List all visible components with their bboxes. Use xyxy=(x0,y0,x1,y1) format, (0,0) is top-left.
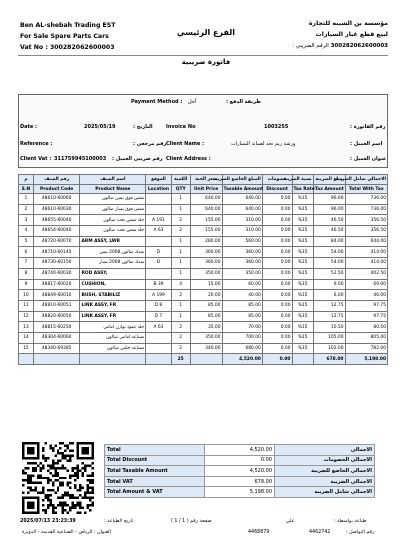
header-ar-cell: اسم الصنف xyxy=(80,175,146,185)
table-row xyxy=(19,290,388,301)
table-cell: %15 xyxy=(292,258,313,269)
client-name-ar: اسم العميل : xyxy=(350,141,383,147)
table-cell: 15.00 xyxy=(190,279,222,290)
header-ar-cell: سعر الحبة xyxy=(190,175,222,185)
table-cell: %15 xyxy=(292,194,313,205)
items-body xyxy=(19,194,388,365)
table-cell: 2 xyxy=(171,343,190,354)
totals-cell: 0.00 xyxy=(262,354,292,365)
summary-value: 5,198.00 xyxy=(205,487,275,498)
table-cell: 644.00 xyxy=(345,236,388,247)
table-cell: 1 xyxy=(171,258,190,269)
table-cell: 2 xyxy=(171,226,190,237)
invoice-page xyxy=(16,0,390,544)
table-cell: 48710-60140 xyxy=(33,247,80,258)
table-cell: 1 xyxy=(171,236,190,247)
summary-value: 678.00 xyxy=(205,476,275,487)
header-ar-cell: الاجمالي شامل الضريبة xyxy=(345,175,388,185)
table-cell: A 191 xyxy=(146,215,171,226)
table-cell: 105.00 xyxy=(313,332,345,343)
totals-cell xyxy=(146,354,171,365)
table-cell: 85.00 xyxy=(222,311,262,322)
client-address-label: Client Address : xyxy=(166,156,211,162)
table-cell: 805.00 xyxy=(345,332,388,343)
table-cell: 2 xyxy=(19,204,34,215)
table-cell: 48817-60020 xyxy=(33,279,80,290)
table-cell: 96.00 xyxy=(313,194,345,205)
table-cell xyxy=(146,204,171,215)
table-cell: 340.00 xyxy=(190,343,222,354)
table-cell: 35.00 xyxy=(190,322,222,333)
table-cell: 9 xyxy=(19,279,34,290)
table-cell: 48810-60051 xyxy=(33,300,80,311)
table-row xyxy=(19,258,388,269)
table-cell: 360.00 xyxy=(222,258,262,269)
table-cell: 782.00 xyxy=(345,343,388,354)
table-cell: 9.00 xyxy=(313,279,345,290)
table-cell: 10 xyxy=(19,290,34,301)
table-cell: 356.50 xyxy=(345,215,388,226)
header-ar-cell: مبلغ الضريبة xyxy=(313,175,345,185)
table-cell: 20.00 xyxy=(190,290,222,301)
table-row xyxy=(19,247,388,258)
table-cell: 48655-60040 xyxy=(33,215,80,226)
table-cell: 48720-60070 xyxy=(33,236,80,247)
table-cell: %15 xyxy=(292,332,313,343)
invoice-no-ar: رقم الفاتورة : xyxy=(350,124,386,130)
invoice-no-value: 1003255 xyxy=(264,124,289,130)
header-divider xyxy=(18,55,388,56)
table-cell: 4 xyxy=(19,226,34,237)
table-cell: CUSHION, xyxy=(80,279,146,290)
totals-cell: 4,520.00 xyxy=(222,354,262,365)
table-cell: 48730-60150 xyxy=(33,258,80,269)
table-cell: 1 xyxy=(171,268,190,279)
summary-value: 4,520.00 xyxy=(205,445,275,456)
table-cell: 5 xyxy=(19,236,34,247)
reference-ar: رقم مرجعي : xyxy=(133,141,167,147)
table-cell: 0.00 xyxy=(262,247,292,258)
table-cell: 48610-60060 xyxy=(33,194,80,205)
table-cell: 356.50 xyxy=(345,226,388,237)
table-cell: 12.75 xyxy=(313,300,345,311)
table-cell: %15 xyxy=(292,268,313,279)
table-cell: %15 xyxy=(292,204,313,215)
table-cell: 102.00 xyxy=(313,343,345,354)
table-cell: D 8 xyxy=(146,300,171,311)
table-cell: 97.75 xyxy=(345,311,388,322)
header-en-cell: Unit Price xyxy=(190,185,222,194)
table-cell: 2 xyxy=(171,215,190,226)
invoice-no-label: Invoice No xyxy=(166,124,196,130)
header-row-ar xyxy=(19,175,388,185)
table-cell: 46.50 xyxy=(313,226,345,237)
table-cell: مساعد امامي صالون xyxy=(80,332,146,343)
table-cell: 8 xyxy=(19,268,34,279)
table-cell: B 39 xyxy=(146,279,171,290)
printed-by-ar: طباعة بواسطة : xyxy=(334,519,367,524)
table-cell xyxy=(146,343,171,354)
table-cell: 0.00 xyxy=(262,279,292,290)
summary-value: 0.00 xyxy=(205,455,275,466)
table-cell: 0.00 xyxy=(262,290,292,301)
table-cell: 402.50 xyxy=(345,268,388,279)
table-cell: 15 xyxy=(19,343,34,354)
table-cell: %15 xyxy=(292,279,313,290)
table-cell: 2 xyxy=(171,290,190,301)
payment-method-label: Payment Method : xyxy=(131,99,183,105)
table-row xyxy=(19,322,388,333)
table-cell: A 63 xyxy=(146,322,171,333)
totals-cell xyxy=(80,354,146,365)
table-cell: 2 xyxy=(171,322,190,333)
qr-code xyxy=(22,442,94,514)
table-cell: جلد مقص تحت صالون xyxy=(80,215,146,226)
table-cell: 6 xyxy=(19,247,34,258)
client-name-label: Client Name : xyxy=(166,141,205,147)
company-name-ar: مؤسسة بن الشيبه للتجارة xyxy=(308,20,388,27)
company-vat-ar-value: 300282062600003 xyxy=(330,43,388,49)
table-row xyxy=(19,268,388,279)
table-cell: 414.00 xyxy=(345,258,388,269)
table-cell: %15 xyxy=(292,290,313,301)
reference-label: Reference : xyxy=(20,141,53,147)
table-cell: 7 xyxy=(19,258,34,269)
table-cell: 0.00 xyxy=(262,268,292,279)
summary-label-en: Total Amount & VAT xyxy=(105,487,205,498)
table-cell: 40.00 xyxy=(222,290,262,301)
summary-label-ar: الاجمالي xyxy=(275,445,375,456)
table-cell: 0.00 xyxy=(262,300,292,311)
payment-method-value: آجل xyxy=(188,99,197,105)
table-cell: %15 xyxy=(292,215,313,226)
branch-name: الفرع الرئيسي xyxy=(177,28,235,37)
summary-table xyxy=(104,444,375,498)
summary-value: 4,520.00 xyxy=(205,466,275,477)
table-cell: ARM ASSY, LWR xyxy=(80,236,146,247)
table-cell: 48610-60030 xyxy=(33,204,80,215)
table-cell: 3 xyxy=(19,215,34,226)
table-cell: 6.00 xyxy=(313,290,345,301)
table-cell: 0.00 xyxy=(262,226,292,237)
table-cell: 680.00 xyxy=(222,343,262,354)
header-en-cell: Product Name xyxy=(80,185,146,194)
company-name-en: Ben AL-shebah Trading EST xyxy=(20,22,116,29)
table-cell: 0.00 xyxy=(262,322,292,333)
company-vat-en: Vat No : 300282062600003 xyxy=(20,44,115,51)
summary-row xyxy=(105,466,375,477)
table-cell: 97.75 xyxy=(345,300,388,311)
table-cell: 360.00 xyxy=(222,247,262,258)
phone-2: 4462742 xyxy=(309,530,331,535)
header-en-cell: Total With Tax xyxy=(345,185,388,194)
table-cell: 10.50 xyxy=(313,322,345,333)
table-cell: 46.50 xyxy=(313,215,345,226)
client-name-value: ورشة ريم نجد لصيانة السيارات xyxy=(231,141,296,147)
table-cell: 360.00 xyxy=(190,247,222,258)
table-cell: 54.00 xyxy=(313,258,345,269)
table-cell: 48815-60250 xyxy=(33,322,80,333)
summary-label-en: Total Taxable Amount xyxy=(105,466,205,477)
table-cell: شداد صالون 2008 يسار xyxy=(80,258,146,269)
table-cell: 640.00 xyxy=(190,204,222,215)
table-cell: 0.00 xyxy=(262,236,292,247)
client-address-ar: عنوان العميل : xyxy=(350,156,387,162)
table-cell: 310.00 xyxy=(222,226,262,237)
header-ar-cell: الموقع xyxy=(146,175,171,185)
table-cell: 640.00 xyxy=(190,194,222,205)
table-cell: 736.00 xyxy=(345,204,388,215)
client-vat-label: Client Vat : xyxy=(20,156,52,162)
table-cell: 85.00 xyxy=(190,300,222,311)
phone-ar: رقم التواصل : xyxy=(346,530,375,535)
date-label: Date : xyxy=(20,124,38,130)
table-cell: 350.00 xyxy=(222,268,262,279)
company-subtitle-ar: لبيع قطع غيار السيارات xyxy=(315,31,388,38)
items-table xyxy=(18,174,388,365)
table-cell: 70.00 xyxy=(222,322,262,333)
invoice-title: فاتورة ضريبية xyxy=(181,58,231,66)
summary-label-ar: الاجمالي الضريبة xyxy=(275,476,375,487)
table-cell: 12 xyxy=(19,311,34,322)
table-cell: 1 xyxy=(19,194,34,205)
table-cell: 640.00 xyxy=(222,194,262,205)
header-ar-cell: المبلغ الخاضع للضريبة xyxy=(222,175,262,185)
table-cell: %15 xyxy=(292,322,313,333)
table-row xyxy=(19,332,388,343)
table-row xyxy=(19,194,388,205)
table-cell: مساعد خلفي صالون xyxy=(80,343,146,354)
table-cell: 1 xyxy=(171,194,190,205)
company-vat-ar-label: الرقم الضريبي : xyxy=(292,43,329,49)
table-cell: 155.00 xyxy=(190,215,222,226)
phone-1: 4468879 xyxy=(248,530,270,535)
table-cell: 48849-60010 xyxy=(33,290,80,301)
table-row xyxy=(19,279,388,290)
print-date-ar: تاريخ الطباعة : xyxy=(104,519,134,524)
table-cell: 14 xyxy=(19,332,34,343)
header-ar-cell: الكمية xyxy=(171,175,190,185)
address-ar: العنوان : الرياض - الصناعية القديمة - الدويرة xyxy=(22,530,111,535)
header-en-cell: S.N xyxy=(19,185,34,194)
table-cell: مقص فوق يسار صالون xyxy=(80,204,146,215)
table-cell: 0.00 xyxy=(262,311,292,322)
table-row xyxy=(19,311,388,322)
table-cell: D xyxy=(146,258,171,269)
table-cell: %15 xyxy=(292,311,313,322)
table-cell: 85.00 xyxy=(190,311,222,322)
table-row xyxy=(19,215,388,226)
table-cell: 48740-60030 xyxy=(33,268,80,279)
table-cell: جلد عمود توازن امامي xyxy=(80,322,146,333)
table-cell: %15 xyxy=(292,300,313,311)
table-cell: 640.00 xyxy=(222,204,262,215)
table-cell: BUSH, STABILIZ xyxy=(80,290,146,301)
table-cell: جلد مقص تحت صالون xyxy=(80,226,146,237)
table-row xyxy=(19,204,388,215)
date-ar: التاريخ : xyxy=(133,124,153,130)
table-cell: 2 xyxy=(171,332,190,343)
table-cell: %15 xyxy=(292,236,313,247)
table-cell: 414.00 xyxy=(345,247,388,258)
table-cell: %15 xyxy=(292,226,313,237)
table-cell: 48340-69385 xyxy=(33,343,80,354)
table-cell: 80.50 xyxy=(345,322,388,333)
table-cell: 0.00 xyxy=(262,332,292,343)
summary-row xyxy=(105,445,375,456)
summary-label-en: Total xyxy=(105,445,205,456)
table-cell: 85.00 xyxy=(222,300,262,311)
table-cell: 155.00 xyxy=(190,226,222,237)
table-cell: 0.00 xyxy=(262,215,292,226)
summary-label-en: Total Discount xyxy=(105,455,205,466)
table-cell: 700.00 xyxy=(222,332,262,343)
table-cell: 736.00 xyxy=(345,194,388,205)
table-cell: A 63 xyxy=(146,226,171,237)
table-cell: LINK ASSY, FR xyxy=(80,311,146,322)
table-cell: 48820-60050 xyxy=(33,311,80,322)
summary-label-en: Total VAT xyxy=(105,476,205,487)
table-cell: 280.00 xyxy=(190,236,222,247)
table-row xyxy=(19,343,388,354)
summary-label-ar: الاجمالي الخصومات xyxy=(275,455,375,466)
header-en-cell: Location xyxy=(146,185,171,194)
totals-cell xyxy=(292,354,313,365)
header-ar-cell: نسبة الضريبة xyxy=(292,175,313,185)
table-cell: 84.00 xyxy=(313,236,345,247)
table-cell xyxy=(146,268,171,279)
totals-cell: 25 xyxy=(171,354,190,365)
summary-label-ar: الاجمالي شامل الضريبة xyxy=(275,487,375,498)
header-en-cell: Product Code xyxy=(33,185,80,194)
header-en-cell: Tax Amount xyxy=(314,186,344,192)
table-cell: D xyxy=(146,247,171,258)
table-cell: 13 xyxy=(19,322,34,333)
table-cell: %15 xyxy=(292,343,313,354)
totals-cell: 5,198.00 xyxy=(345,354,388,365)
page-number: صفحة رقم ( 1 / 1 ) xyxy=(171,519,212,524)
header-ar-cell: خصومات xyxy=(262,175,292,185)
payment-method-ar: طريقة الدفع : xyxy=(226,99,261,105)
table-cell: 46.00 xyxy=(345,290,388,301)
header-en-cell: Discount xyxy=(262,185,292,194)
header-en-cell: Tax Rate xyxy=(293,186,315,192)
table-cell: 48304-60060 xyxy=(33,332,80,343)
table-cell: 0.00 xyxy=(262,343,292,354)
summary-row xyxy=(105,455,375,466)
table-cell: 1 xyxy=(171,300,190,311)
table-row xyxy=(19,226,388,237)
table-cell: 12.75 xyxy=(313,311,345,322)
table-cell: LINK ASSY, FR xyxy=(80,300,146,311)
header-ar-cell: رقم الصنف xyxy=(33,175,80,185)
header-ar-cell: م xyxy=(19,175,34,185)
table-cell: D 7 xyxy=(146,311,171,322)
table-cell: 0.00 xyxy=(262,258,292,269)
header-row-en xyxy=(19,185,388,194)
table-cell: 310.00 xyxy=(222,215,262,226)
table-cell: 52.50 xyxy=(313,268,345,279)
client-vat-value: 311759945100003 xyxy=(54,156,107,162)
summary-row xyxy=(105,476,375,487)
table-cell: 1 xyxy=(171,247,190,258)
printed-by-value: علي xyxy=(286,519,295,524)
table-cell: 54.00 xyxy=(313,247,345,258)
table-cell: 1 xyxy=(171,311,190,322)
table-cell: A 199 xyxy=(146,290,171,301)
date-value: 2025/05/19 xyxy=(84,124,116,130)
table-cell: 560.00 xyxy=(222,236,262,247)
table-cell: مقص فوق يمين صالون xyxy=(80,194,146,205)
totals-cell: 678.00 xyxy=(313,354,345,365)
client-vat-ar: رقم ضريبي العميل : xyxy=(112,156,163,162)
totals-cell xyxy=(33,354,80,365)
table-row xyxy=(19,300,388,311)
table-cell: 60.00 xyxy=(222,279,262,290)
table-cell: 11 xyxy=(19,300,34,311)
totals-row xyxy=(19,354,388,365)
table-cell: 0.00 xyxy=(262,204,292,215)
summary-label-ar: الاجمالي الخاضع للضريبة xyxy=(275,466,375,477)
table-cell: 350.00 xyxy=(190,268,222,279)
table-cell xyxy=(146,194,171,205)
summary-row xyxy=(105,487,375,498)
table-cell: 0.00 xyxy=(262,194,292,205)
table-row xyxy=(19,236,388,247)
header-en-cell: Taxable Amount xyxy=(223,186,264,192)
table-cell: 96.00 xyxy=(313,204,345,215)
print-date-value: 2025/07/13 23:23:39 xyxy=(20,519,76,524)
totals-cell xyxy=(19,354,34,365)
table-cell xyxy=(146,332,171,343)
table-cell: ROD ASSY, xyxy=(80,268,146,279)
table-cell: 69.00 xyxy=(345,279,388,290)
totals-cell xyxy=(190,354,222,365)
table-cell: 350.00 xyxy=(190,332,222,343)
table-cell xyxy=(146,236,171,247)
table-cell: 4 xyxy=(171,279,190,290)
company-vat-ar xyxy=(292,43,388,49)
table-cell: 48654-60040 xyxy=(33,226,80,237)
table-cell: 1 xyxy=(171,204,190,215)
table-cell: شداد صالون 2008 يمين xyxy=(80,247,146,258)
header-en-cell: QTY xyxy=(171,185,190,194)
table-cell: %15 xyxy=(292,247,313,258)
company-subtitle-en: For Sale Spare Parts Cars xyxy=(20,33,109,40)
table-cell: 360.00 xyxy=(190,258,222,269)
